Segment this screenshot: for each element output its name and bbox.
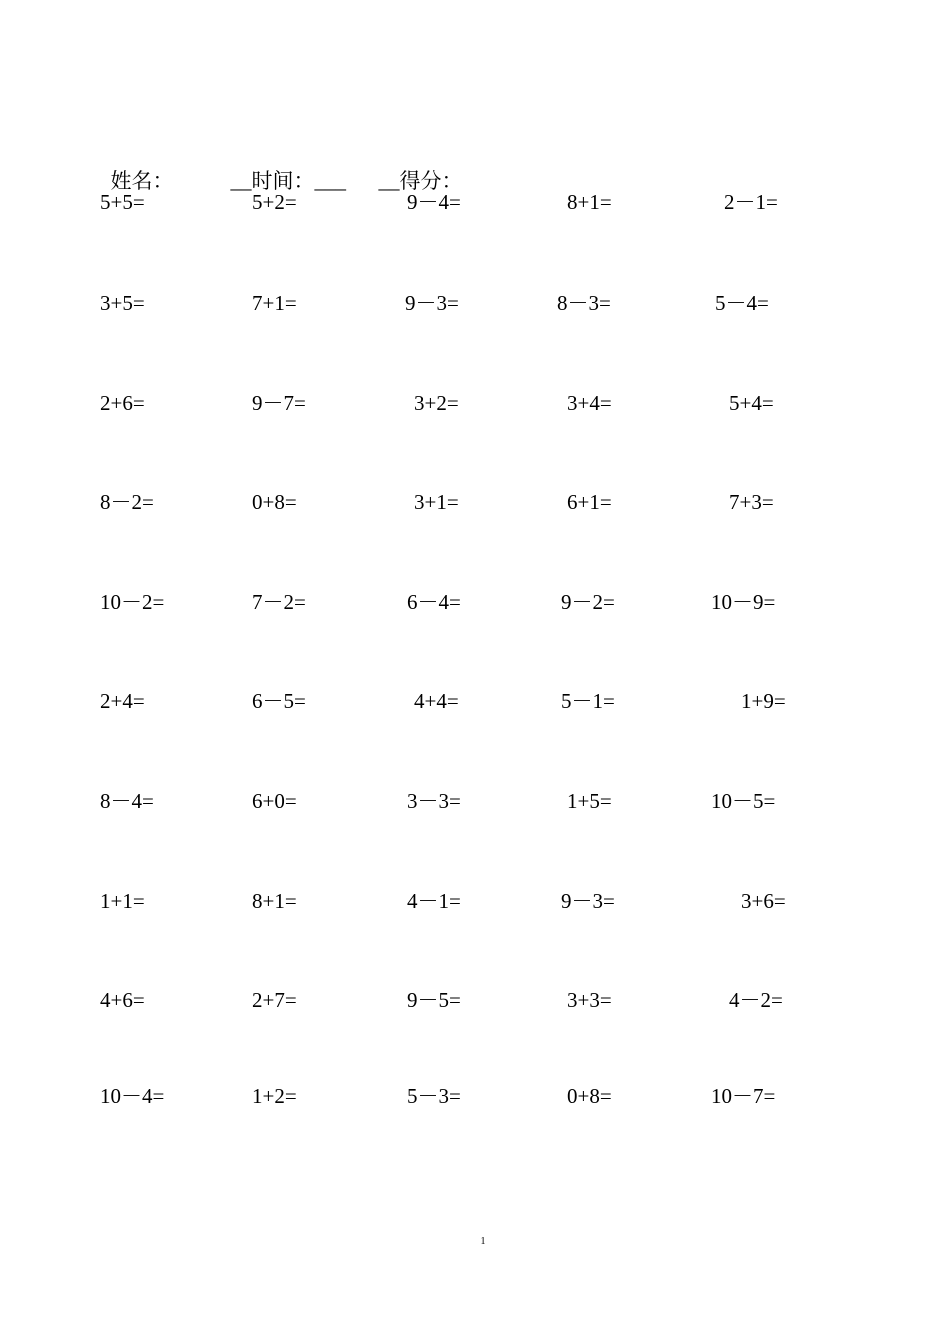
math-problem: 5－4= [715, 291, 769, 315]
problem-row [0, 786, 950, 816]
problem-row [0, 288, 950, 318]
math-problem: 5+5= [100, 190, 145, 214]
math-problem: 3+5= [100, 291, 145, 315]
math-problem: 3+3= [567, 988, 612, 1012]
math-problem: 1+2= [252, 1084, 297, 1108]
math-problem: 2+6= [100, 391, 145, 415]
math-problem: 10－5= [711, 789, 776, 813]
problem-row [0, 587, 950, 617]
problem-row [0, 187, 950, 217]
math-problem: 1+1= [100, 889, 145, 913]
math-problem: 4－1= [407, 889, 461, 913]
math-problem: 8+1= [252, 889, 297, 913]
math-problem: 7－2= [252, 590, 306, 614]
problem-row [0, 487, 950, 517]
math-problem: 5－3= [407, 1084, 461, 1108]
math-problem: 4+6= [100, 988, 145, 1012]
math-problem: 10－7= [711, 1084, 776, 1108]
math-problem: 2+4= [100, 689, 145, 713]
math-problem: 8－3= [557, 291, 611, 315]
math-problem: 9－4= [407, 190, 461, 214]
math-problem: 3+2= [414, 391, 459, 415]
problem-row [0, 1081, 950, 1111]
math-problem: 0+8= [567, 1084, 612, 1108]
math-problem: 3+1= [414, 490, 459, 514]
problem-row [0, 686, 950, 716]
math-problem: 7+3= [729, 490, 774, 514]
math-problem: 10－4= [100, 1084, 165, 1108]
math-problem: 0+8= [252, 490, 297, 514]
math-problem: 9－7= [252, 391, 306, 415]
math-problem: 7+1= [252, 291, 297, 315]
problem-row [0, 985, 950, 1015]
math-problem: 4－2= [729, 988, 783, 1012]
math-problem: 6－5= [252, 689, 306, 713]
math-problem: 6+1= [567, 490, 612, 514]
math-problem: 3+6= [741, 889, 786, 913]
math-problem: 9－2= [561, 590, 615, 614]
math-problem: 5+2= [252, 190, 297, 214]
math-problem: 9－3= [561, 889, 615, 913]
math-problem: 8－2= [100, 490, 154, 514]
math-problem: 2－1= [724, 190, 778, 214]
problem-row [0, 388, 950, 418]
name-label: 姓名： [110, 169, 174, 193]
math-problem: 10－9= [711, 590, 776, 614]
math-problem: 10－2= [100, 590, 165, 614]
math-problem: 2+7= [252, 988, 297, 1012]
math-problem: 9－5= [407, 988, 461, 1012]
math-problem: 6+0= [252, 789, 297, 813]
math-problem: 3－3= [407, 789, 461, 813]
math-problem: 3+4= [567, 391, 612, 415]
math-problem: 8+1= [567, 190, 612, 214]
math-problem: 6－4= [407, 590, 461, 614]
score-label: __得分： [378, 169, 463, 193]
math-problem: 1+5= [567, 789, 612, 813]
math-problem: 1+9= [741, 689, 786, 713]
math-problem: 5－1= [561, 689, 615, 713]
math-problem: 8－4= [100, 789, 154, 813]
problem-row [0, 886, 950, 916]
page-number: 1 [480, 1236, 486, 1247]
time-label: __时间：___ [230, 169, 346, 193]
math-problem: 9－3= [405, 291, 459, 315]
math-problem: 4+4= [414, 689, 459, 713]
math-problem: 5+4= [729, 391, 774, 415]
